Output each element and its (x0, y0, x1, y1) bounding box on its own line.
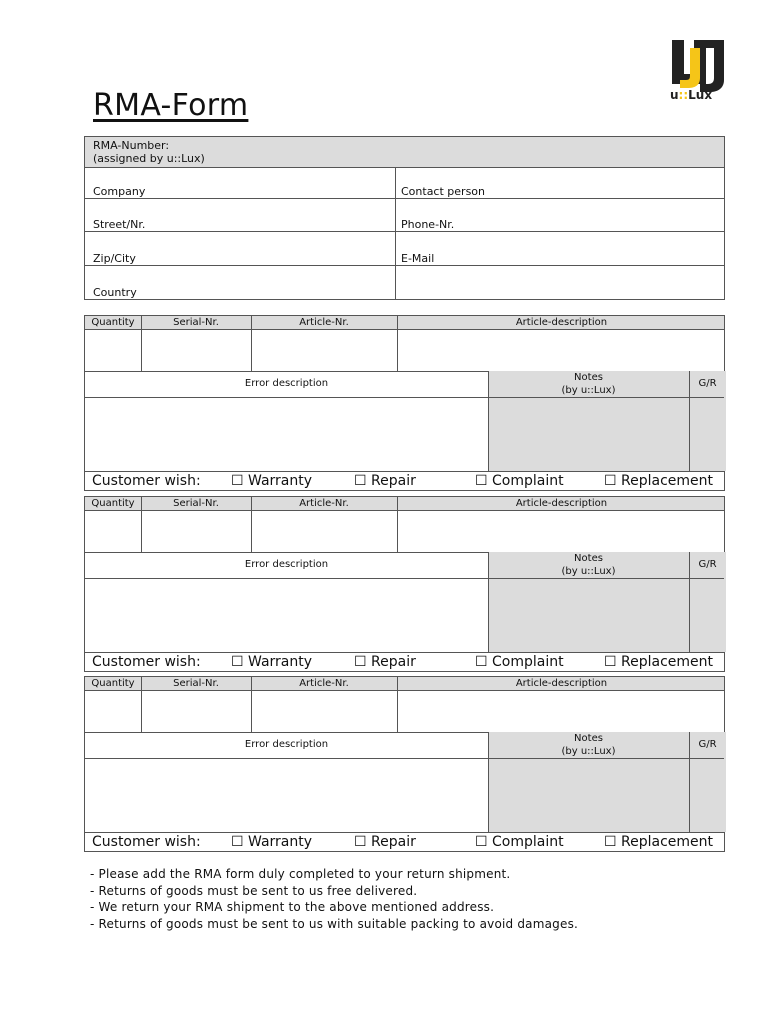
checkbox-icon: ☐ (354, 834, 367, 850)
checkbox-icon: ☐ (354, 473, 367, 489)
instruction-item: - Returns of goods must be sent to us with suitable packing to avoid damages. (90, 916, 579, 931)
checkbox-icon: ☐ (604, 834, 617, 850)
checkbox-icon: ☐ (231, 654, 244, 670)
notes-by-label: (by u::Lux) (561, 566, 616, 577)
page-title: RMA-Form (93, 88, 249, 123)
complaint-checkbox[interactable]: ☐ Complaint (475, 473, 564, 489)
customer-info-block (84, 136, 725, 300)
item-header-row (85, 497, 724, 511)
warranty-checkbox[interactable]: ☐ Warranty (231, 834, 313, 850)
serial-header: Serial-Nr. (173, 317, 219, 328)
return-item-block (84, 676, 725, 852)
customer-wish-row (85, 652, 724, 674)
customer-wish-label: Customer wish: (92, 654, 201, 670)
repair-checkbox[interactable]: ☐ Repair (354, 654, 416, 670)
item-header-row (85, 316, 724, 330)
notes-label: Notes (574, 733, 603, 744)
company-field[interactable]: Company (93, 185, 146, 198)
checkbox-icon: ☐ (475, 654, 488, 670)
notes-by-label: (by u::Lux) (561, 385, 616, 396)
rma-assigned-label: (assigned by u::Lux) (93, 152, 205, 165)
return-item-block (84, 496, 725, 672)
notes-by-label: (by u::Lux) (561, 746, 616, 757)
gr-label: G/R (698, 559, 717, 570)
error-description-label: Error description (244, 559, 329, 570)
customer-wish-row (85, 832, 724, 854)
email-field[interactable]: E-Mail (401, 252, 435, 265)
phone-field[interactable]: Phone-Nr. (401, 218, 455, 231)
return-item-block (84, 315, 725, 491)
warranty-checkbox[interactable]: ☐ Warranty (231, 654, 313, 670)
instruction-item: - We return your RMA shipment to the above mentioned address. (90, 900, 495, 914)
checkbox-icon: ☐ (604, 473, 617, 489)
warranty-checkbox[interactable]: ☐ Warranty (231, 473, 313, 489)
article-header: Article-Nr. (299, 498, 349, 509)
customer-wish-row (85, 471, 724, 493)
rma-number-field[interactable] (85, 137, 724, 168)
replacement-checkbox[interactable]: ☐ Replacement (604, 834, 714, 850)
article-header: Article-Nr. (299, 678, 349, 689)
description-header: Article-description (515, 678, 608, 689)
checkbox-icon: ☐ (604, 654, 617, 670)
notes-label: Notes (574, 553, 603, 564)
quantity-header: Quantity (91, 498, 135, 509)
quantity-header: Quantity (91, 317, 135, 328)
repair-checkbox[interactable]: ☐ Repair (354, 834, 416, 850)
instructions-list (90, 866, 578, 932)
item-header-row (85, 677, 724, 691)
rma-number-label: RMA-Number: (93, 139, 170, 152)
info-divider (395, 167, 396, 299)
instruction-item: - Returns of goods must be sent to us free delivered. (90, 883, 418, 898)
gr-label: G/R (698, 739, 717, 750)
contact-field[interactable]: Contact person (401, 185, 485, 198)
article-header: Article-Nr. (299, 317, 349, 328)
street-field[interactable]: Street/Nr. (93, 218, 146, 231)
checkbox-icon: ☐ (354, 654, 367, 670)
logo-wordmark: u::Lux (670, 88, 713, 102)
repair-checkbox[interactable]: ☐ Repair (354, 473, 416, 489)
replacement-checkbox[interactable]: ☐ Replacement (604, 473, 714, 489)
quantity-header: Quantity (91, 678, 135, 689)
description-header: Article-description (515, 317, 608, 328)
customer-wish-label: Customer wish: (92, 473, 201, 489)
instruction-item: - Please add the RMA form duly completed to your return shipment. (90, 867, 511, 881)
complaint-checkbox[interactable]: ☐ Complaint (475, 654, 564, 670)
country-field[interactable]: Country (93, 286, 137, 299)
error-description-label: Error description (244, 739, 329, 750)
checkbox-icon: ☐ (475, 834, 488, 850)
checkbox-icon: ☐ (231, 473, 244, 489)
description-header: Article-description (515, 498, 608, 509)
zip-city-field[interactable]: Zip/City (93, 252, 136, 265)
notes-label: Notes (574, 372, 603, 383)
gr-label: G/R (698, 378, 717, 389)
checkbox-icon: ☐ (475, 473, 488, 489)
complaint-checkbox[interactable]: ☐ Complaint (475, 834, 564, 850)
serial-header: Serial-Nr. (173, 678, 219, 689)
serial-header: Serial-Nr. (173, 498, 219, 509)
checkbox-icon: ☐ (231, 834, 244, 850)
customer-wish-label: Customer wish: (92, 834, 201, 850)
replacement-checkbox[interactable]: ☐ Replacement (604, 654, 714, 670)
error-description-label: Error description (244, 378, 329, 389)
